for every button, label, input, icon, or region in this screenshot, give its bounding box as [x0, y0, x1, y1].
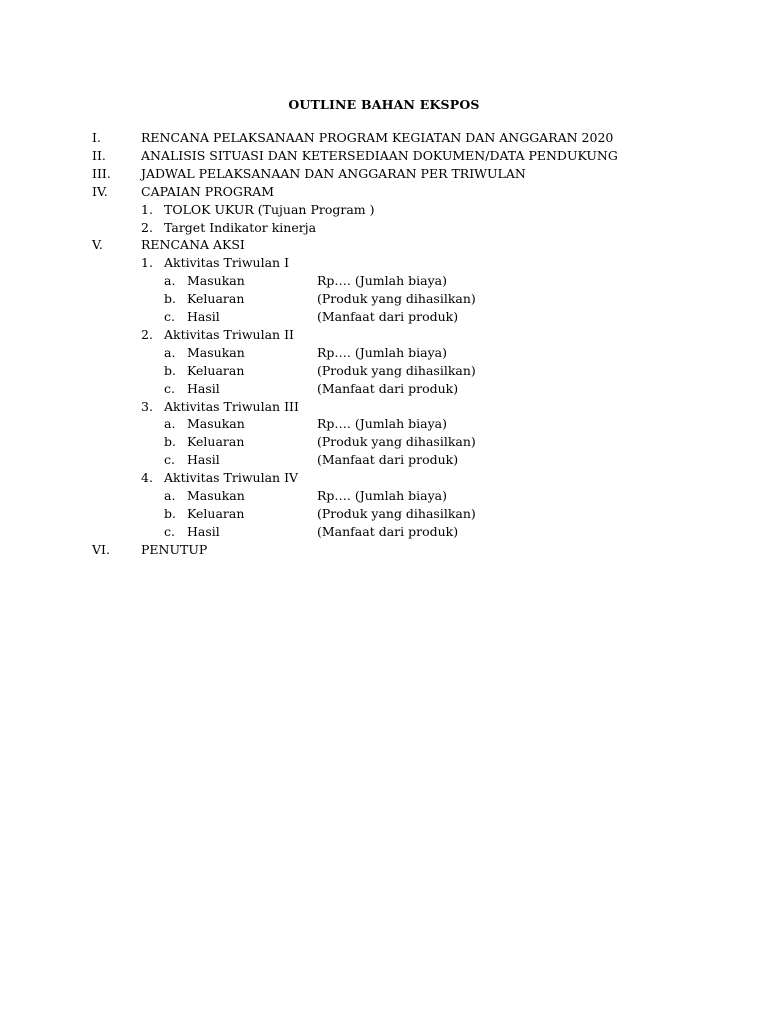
- subitem-letter: c.: [164, 380, 175, 396]
- subitem-letter: c.: [164, 309, 175, 324]
- subitem-letter: a.: [164, 488, 176, 503]
- section-numeral: IV.: [92, 183, 108, 199]
- subitem-description: (Produk yang dihasilkan): [317, 505, 476, 521]
- item-number: 1.: [141, 201, 153, 217]
- subitem-description: (Produk yang dihasilkan): [317, 291, 476, 307]
- item-number: 4.: [141, 470, 153, 486]
- subitem-label: Hasil: [187, 309, 220, 324]
- subitem-description: (Produk yang dihasilkan): [317, 362, 476, 378]
- item-number: 3.: [141, 398, 153, 414]
- subitem-description: (Manfaat dari produk): [317, 380, 459, 396]
- subitem-letter: a.: [164, 273, 176, 289]
- document-title: OUTLINE BAHAN EKSPOS: [288, 97, 480, 112]
- section-heading: CAPAIAN PROGRAM: [141, 183, 275, 199]
- section-heading: JADWAL PELAKSANAAN DAN ANGGARAN PER TRIWULAN: [141, 165, 526, 181]
- item-text: Target Indikator kinerja: [164, 219, 317, 235]
- section-heading: RENCANA PELAKSANAAN PROGRAM KEGIATAN DAN ANGGARAN 2020: [141, 130, 614, 145]
- subitem-description: (Manfaat dari produk): [317, 309, 459, 324]
- section-numeral: III.: [92, 165, 111, 181]
- subitem-label: Hasil: [187, 452, 220, 468]
- subitem-label: Masukan: [187, 273, 245, 289]
- subitem-label: Hasil: [187, 380, 220, 396]
- item-text: Aktivitas Triwulan I: [164, 255, 290, 271]
- subitem-label: Keluaran: [187, 505, 245, 521]
- subitem-letter: b.: [164, 291, 176, 307]
- subitem-description: Rp…. (Jumlah biaya): [317, 273, 447, 289]
- section-heading: ANALISIS SITUASI DAN KETERSEDIAAN DOKUMEN/DATA PENDUKUNG: [141, 147, 618, 163]
- subitem-label: Hasil: [187, 523, 220, 539]
- subitem-letter: b.: [164, 434, 176, 450]
- section-numeral: I.: [92, 130, 101, 145]
- subitem-letter: a.: [164, 416, 176, 432]
- subitem-letter: b.: [164, 505, 176, 521]
- subitem-label: Masukan: [187, 344, 245, 360]
- item-number: 1.: [141, 255, 153, 271]
- subitem-description: (Manfaat dari produk): [317, 523, 459, 539]
- subitem-label: Keluaran: [187, 434, 245, 450]
- subitem-label: Masukan: [187, 416, 245, 432]
- item-text: Aktivitas Triwulan II: [164, 326, 294, 342]
- section-heading: PENUTUP: [141, 541, 208, 557]
- subitem-label: Masukan: [187, 488, 245, 503]
- item-text: Aktivitas Triwulan III: [164, 398, 299, 414]
- section-numeral: II.: [92, 147, 106, 163]
- subitem-letter: c.: [164, 523, 175, 539]
- subitem-label: Keluaran: [187, 362, 245, 378]
- subitem-letter: b.: [164, 362, 176, 378]
- section-numeral: V.: [92, 237, 103, 253]
- subitem-letter: c.: [164, 452, 175, 468]
- subitem-description: (Manfaat dari produk): [317, 452, 459, 468]
- item-number: 2.: [141, 326, 153, 342]
- section-heading: RENCANA AKSI: [141, 237, 245, 253]
- item-text: Aktivitas Triwulan IV: [164, 470, 299, 486]
- item-number: 2.: [141, 219, 153, 235]
- subitem-description: (Produk yang dihasilkan): [317, 434, 476, 450]
- subitem-letter: a.: [164, 344, 176, 360]
- section-numeral: VI.: [92, 541, 110, 557]
- item-text: TOLOK UKUR (Tujuan Program ): [164, 201, 375, 217]
- subitem-description: Rp…. (Jumlah biaya): [317, 416, 447, 432]
- subitem-label: Keluaran: [187, 291, 245, 307]
- subitem-description: Rp…. (Jumlah biaya): [317, 344, 447, 360]
- subitem-description: Rp…. (Jumlah biaya): [317, 488, 447, 503]
